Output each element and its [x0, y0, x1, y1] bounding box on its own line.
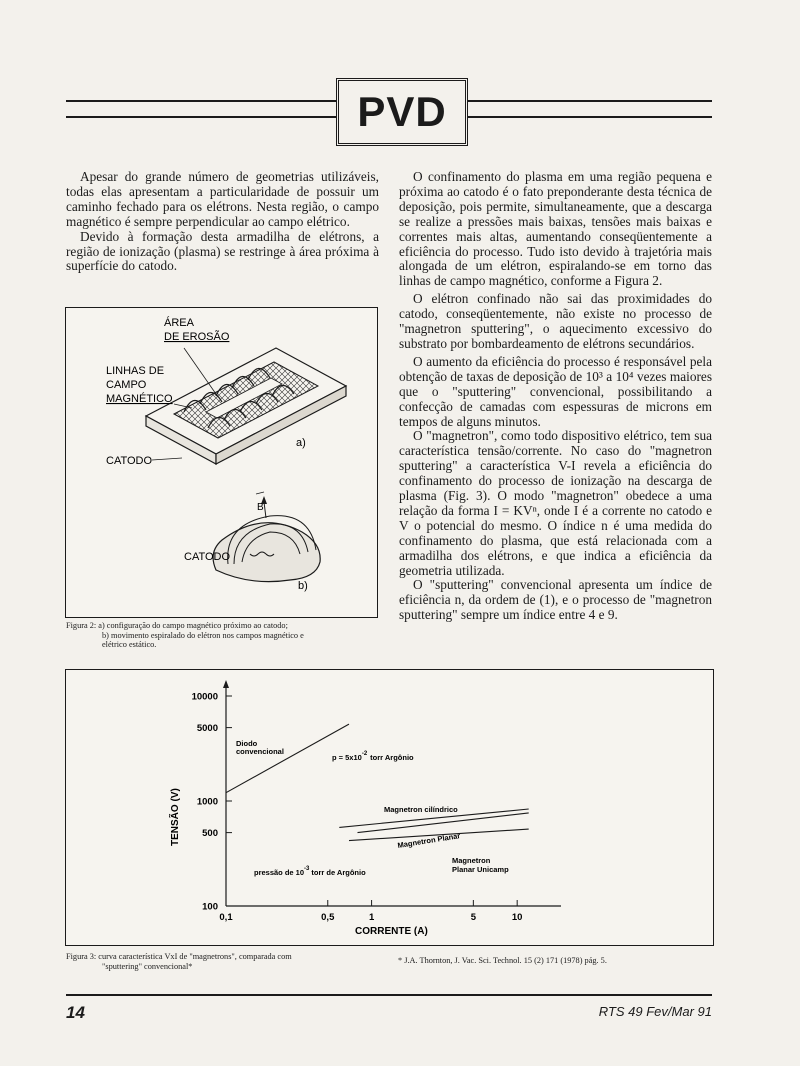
x-tick-label: 1: [368, 912, 375, 923]
header-rule-right-bottom: [462, 116, 712, 118]
paragraph: O aumento da eficiência do processo é responsável pela obtenção de taxas de deposição de 10³ a 10⁴ vezes maiores que o "sputtering" convencional, possibilitando a confecção de camadas com espessuras de microns em tempos de alguns minutos.: [399, 353, 712, 429]
caption-line: Figura 2: a) configuração do campo magnético próximo ao catodo;: [66, 621, 288, 630]
annotation-pressure-magnetron: pressão de $10^{-3}$ torr de Argônio: [254, 866, 366, 877]
magazine-issue: RTS 49 Fev/Mar 91: [598, 1004, 712, 1019]
y-tick-label: 10000: [191, 691, 218, 703]
x-tick-label: 0,5: [321, 912, 335, 923]
label-part-a: a): [296, 437, 306, 449]
annotation-pressure-diode: $p = 5x10^{-2}$ torr Argônio: [332, 751, 414, 762]
x-tick-label: 10: [511, 912, 523, 923]
cathode-plate: [146, 348, 346, 464]
series-line: [226, 724, 349, 793]
series-label-diode-1: Diodo: [236, 739, 258, 748]
leader-line: [152, 458, 182, 460]
y-tick-label: 5000: [196, 723, 218, 735]
header-rule-left-bottom: [66, 116, 338, 118]
figure-3: [65, 669, 714, 946]
label-field-3: MAGNÉTICO: [106, 393, 173, 405]
x-tick-label: 0,1: [219, 912, 233, 923]
series-label-planar: Magnetron Planar: [396, 831, 461, 850]
figure-3-caption: [66, 952, 366, 971]
x-tick-label: 5: [470, 912, 476, 923]
y-axis-label: TENSÃO (V): [170, 788, 181, 846]
y-tick-label: 1000: [196, 796, 218, 808]
label-b-vector: B: [257, 502, 264, 513]
label-area-2: DE EROSÃO: [164, 331, 230, 343]
x-ticks: [219, 900, 522, 923]
caption-line: Figura 3: curva característica VxI de "magnetrons", comparada com: [66, 952, 292, 961]
y-tick-label: 100: [202, 901, 218, 913]
series-label-unicamp-1: Magnetron: [452, 856, 491, 865]
series-label-unicamp-2: Planar Unicamp: [452, 865, 509, 874]
paragraph: O "magnetron", como todo dispositivo elétrico, tem sua característica tensão/corrente. No caso do "magnetron sputtering" a característica V-I revela a eficiência do confinamento do processo de ionização na descarga de plasma (Fig. 3). O modo "magnetron" obedece a uma relação da forma I = KVⁿ, onde I é a corrente no catodo e V o potencial do mesmo. O índice n é uma medida do confinamento do plasma, que está relacionada com a armadilha dos elétrons, e que indica a eficiência da geometria utilizada.: [399, 428, 712, 578]
header-rule-right-top: [462, 100, 712, 102]
y-tick-label: 500: [202, 828, 218, 840]
label-area-1: ÁREA: [164, 317, 194, 329]
label-cathode-a: CATODO: [106, 455, 153, 467]
vi-chart: [66, 670, 713, 945]
figure-2-drawing: [66, 308, 377, 617]
section-title-box: [336, 78, 468, 146]
series-lines: [226, 724, 529, 841]
paragraph: O elétron confinado não sai das proximidades do catodo, conseqüentemente, não existe no processo de "magnetron sputtering", o aquecimento excessivo do substrato por bombardeamento de elétrons secundários.: [399, 291, 712, 351]
label-part-b: b): [298, 580, 308, 592]
header-rule-left-top: [66, 100, 338, 102]
page-number: 14: [66, 1003, 85, 1022]
paragraph: O confinamento do plasma em uma região pequena e próxima ao catodo é o fato preponderante desta técnica de deposição, pois permite, simultaneamente, que a descarga se realize a pressões mais baixas, tensões mais baixas e correntes mais altas, aumentando conseqüentemente a eficiência do processo. Tudo isto devido à trajetória mais alongada de um elétron, espiralando-se em torno das linhas de campo magnético, conforme a Figura 2.: [399, 169, 712, 289]
caption-line: elétrico estático.: [102, 640, 157, 650]
paragraph: O "sputtering" convencional apresenta um índice de eficiência n, da ordem de (1), e o processo de "magnetron sputtering" sempre um índice entre 4 e 9.: [399, 577, 712, 623]
x-axis-label: CORRENTE (A): [355, 926, 428, 937]
caption-line: "sputtering" convencional*: [102, 961, 193, 971]
left-column: [66, 170, 379, 274]
electron-spiral-diagram: [213, 492, 320, 582]
label-field-1: LINHAS DE: [106, 365, 165, 377]
footer-rule: [66, 994, 712, 996]
figure-3-footnote: * J.A. Thornton, J. Vac. Sci. Technol. 15 (2) 171 (1978) pág. 5.: [398, 956, 607, 965]
label-field-2: CAMPO: [106, 379, 147, 391]
figure-2-caption: [66, 621, 366, 650]
section-title: PVD: [357, 88, 447, 135]
caption-line: b) movimento espiralado do elétron nos campos magnético e: [102, 630, 304, 640]
paragraph: Apesar do grande número de geometrias utilizáveis, todas elas apresentam a particularidade de possuir um caminho fechado para os elétrons. Nesta região, o campo magnético é sempre perpendicular ao campo elétrico.: [66, 169, 379, 229]
series-label-cylindrical: Magnetron cilíndrico: [384, 805, 458, 814]
series-label-diode-2: convencional: [236, 747, 284, 756]
label-cathode-b: CATODO: [184, 551, 231, 563]
y-axis-arrow: [223, 680, 229, 688]
paragraph: Devido à formação desta armadilha de elétrons, a região de ionização (plasma) se restringe à área próxima à superfície do catodo.: [66, 228, 379, 274]
figure-2: [65, 307, 378, 618]
right-column: [399, 170, 712, 623]
